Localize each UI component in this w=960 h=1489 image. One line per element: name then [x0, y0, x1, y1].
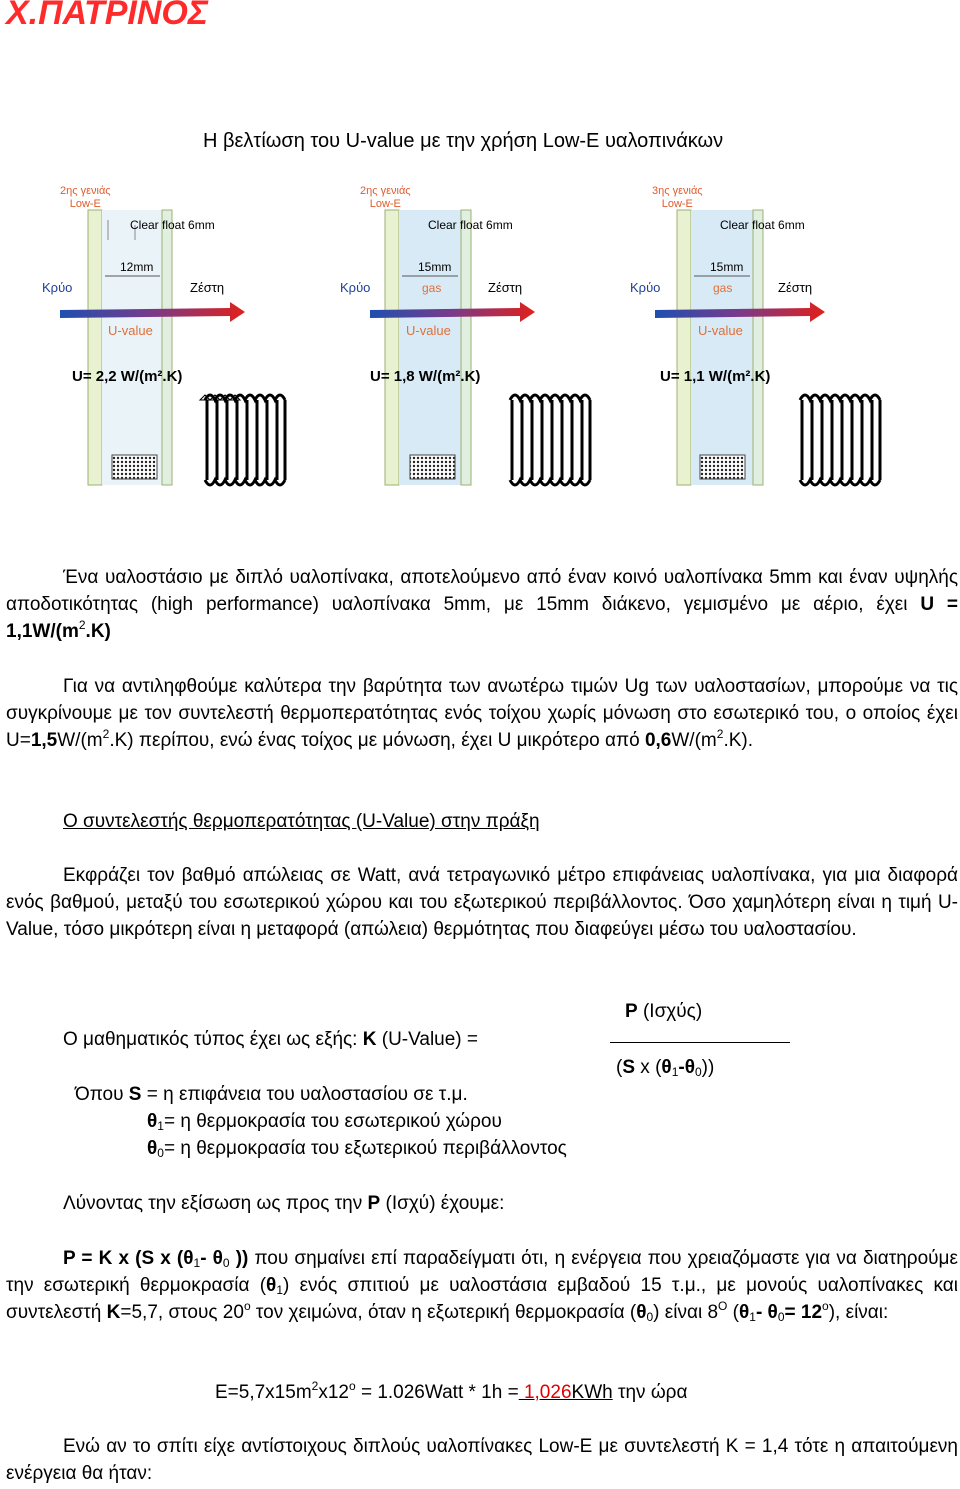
glass-pane-outer [677, 210, 691, 485]
clear-float-label: Clear float 6mm [720, 218, 805, 232]
glazing-diagram [0, 180, 960, 490]
brand-title: Χ.ΠΑΤΡΙΝΟΣ [6, 0, 208, 32]
glass-pane-outer [385, 210, 399, 485]
cold-label: Κρύο [340, 280, 371, 295]
paragraph-low-e-case: Ενώ αν το σπίτι είχε αντίστοιχους διπλούς υαλοπίνακες Low-E με συντελεστή K = 1,4 τότε η απαιτούμενη ενέργεια θα ήταν: [6, 1436, 958, 1484]
formula-numerator: P (Ισχύς) [625, 1001, 703, 1022]
paragraph-definition: Εκφράζει τον βαθμό απώλειας σε Watt, ανά τετραγωνικό μέτρο επιφάνειας υαλοπίνακα, για μια διαφορά ενός βαθμού, μεταξύ του εσωτερικού χώρου και του εξωτερικού περιβάλλοντος. Όσο χαμηλότερη είναι η τιμή U-Value, τόσο μικρότερη είναι η μεταφορά (απώλεια) θερμότητας που διαφεύγει μέσω του υαλοστασίου. [6, 865, 958, 940]
uvalue-label: U-value [698, 323, 743, 338]
u-value-result: U= 1,1 W/(m².K) [660, 368, 771, 385]
cold-label: Κρύο [630, 280, 661, 295]
paragraph-example: P = K x (S x ($\theta_1-$ $\theta_0$ )) που σημαίνει επί παραδείγματι ότι, η ενέργεια που χρειαζόμαστε για να διατηρούμε την εσωτερική θερμοκρασία $(\theta_1)$ ενός σπιτιού με υαλοστάσια εμβαδού 15 τ.μ., με μονούς υαλοπίνακες και συντελεστή K=5,7, στους $20^o$ τον χειμώνα, όταν η εξωτερική θερμοκρασία $(\theta_0)$ είναι $8^O$ ($\theta_1-$ $\theta_0= 12^o$), είναι: [6, 1248, 958, 1324]
clear-float-label: Clear float 6mm [130, 218, 215, 232]
spacer [700, 455, 745, 479]
formula-denominator: (S x $(\theta_1-\theta_0)$) [616, 1057, 715, 1079]
radiator-icon [205, 395, 285, 485]
generation-label: 2ης γενιάς Low-E [360, 185, 411, 210]
gas-gap [399, 210, 461, 485]
generation-label: 3ης γενιάς Low-E [652, 185, 703, 210]
generation-label: 2ης γενιάς Low-E [60, 185, 111, 210]
glass-pane-outer [88, 210, 102, 485]
panel-2 [370, 210, 590, 485]
definition-s: Όπου S = η επιφάνεια του υαλοστασίου σε τ.μ. [75, 1084, 468, 1105]
section-heading: Ο συντελεστής θερμοπερατότητας (U-Value) στην πράξη [63, 811, 540, 832]
glass-pane-inner [461, 210, 471, 485]
paragraph-wall-comparison: Για να αντιληφθούμε καλύτερα την βαρύτητα των ανωτέρω τιμών Ug των υαλοστασίων, μπορούμε να τις συγκρίνουμε με τον συντελεστή θερμοπερατότητας ενός τοίχου χωρίς μόνωση στο εσωτερικό του, ο οποίος έχει $U=1,5W/(m^2.K)$ περίπου, ενώ ένας τοίχος με μόνωση, έχει U μικρότερο από $0,6W/(m^2.K)$. [6, 676, 958, 751]
glass-pane-inner [753, 210, 763, 485]
definition-theta1: $\theta_1= \eta$ θερμοκρασία του εσωτερικού χώρου [147, 1111, 502, 1133]
radiator-icon [510, 395, 590, 485]
document-title: Η βελτίωση του U-value με την χρήση Low-E υαλοπινάκων [203, 130, 724, 152]
panel-1 [60, 210, 285, 485]
energy-calculation: $E=5,7x15m^2x12^o$ = 1.026Watt * 1h = 1,026KWh την ώρα [215, 1379, 688, 1403]
spacer [410, 455, 455, 479]
glass-pane-inner [162, 210, 172, 485]
solving-line: Λύνοντας την εξίσωση ως προς την P (Ισχύ) έχουμε: [63, 1193, 505, 1214]
heat-label: Ζέστη [488, 280, 523, 295]
gas-gap [691, 210, 753, 485]
radiator-icon [800, 395, 880, 485]
definition-theta0: $\theta_0= \eta$ θερμοκρασία του εξωτερικού περιβάλλοντος [147, 1138, 567, 1160]
cold-label: Κρύο [42, 280, 73, 295]
paragraph-double-glazing: Ένα υαλοστάσιο με διπλό υαλοπίνακα, αποτελούμενο από έναν κοινό υαλοπίνακα 5mm και έναν υψηλής αποδοτικότητας (high performance) υαλοπίνακα 5mm, με 15mm διάκενο, γεμισμένο με αέριο, έχει $U = 1,1W/(m^2.K)$ [6, 567, 958, 642]
u-value-result: U= 2,2 W/(m².K) [72, 368, 183, 385]
gap-label: 15mm [418, 260, 452, 274]
clear-float-label: Clear float 6mm [428, 218, 513, 232]
uvalue-label: U-value [406, 323, 451, 338]
spacer [112, 455, 157, 479]
heat-label: Ζέστη [190, 280, 225, 295]
u-value-result: U= 1,8 W/(m².K) [370, 368, 481, 385]
air-gap [102, 210, 162, 485]
panel-3 [655, 210, 880, 485]
uvalue-label: U-value [108, 323, 153, 338]
gap-label: 15mm [710, 260, 744, 274]
heat-label: Ζέστη [778, 280, 813, 295]
formula-lhs: Ο μαθηματικός τύπος έχει ως εξής: K (U-Value) = [63, 1029, 479, 1050]
gas-label: gas [422, 281, 442, 295]
fraction-bar [610, 1042, 790, 1043]
gap-label: 12mm [120, 260, 154, 274]
gas-label: gas [713, 281, 733, 295]
